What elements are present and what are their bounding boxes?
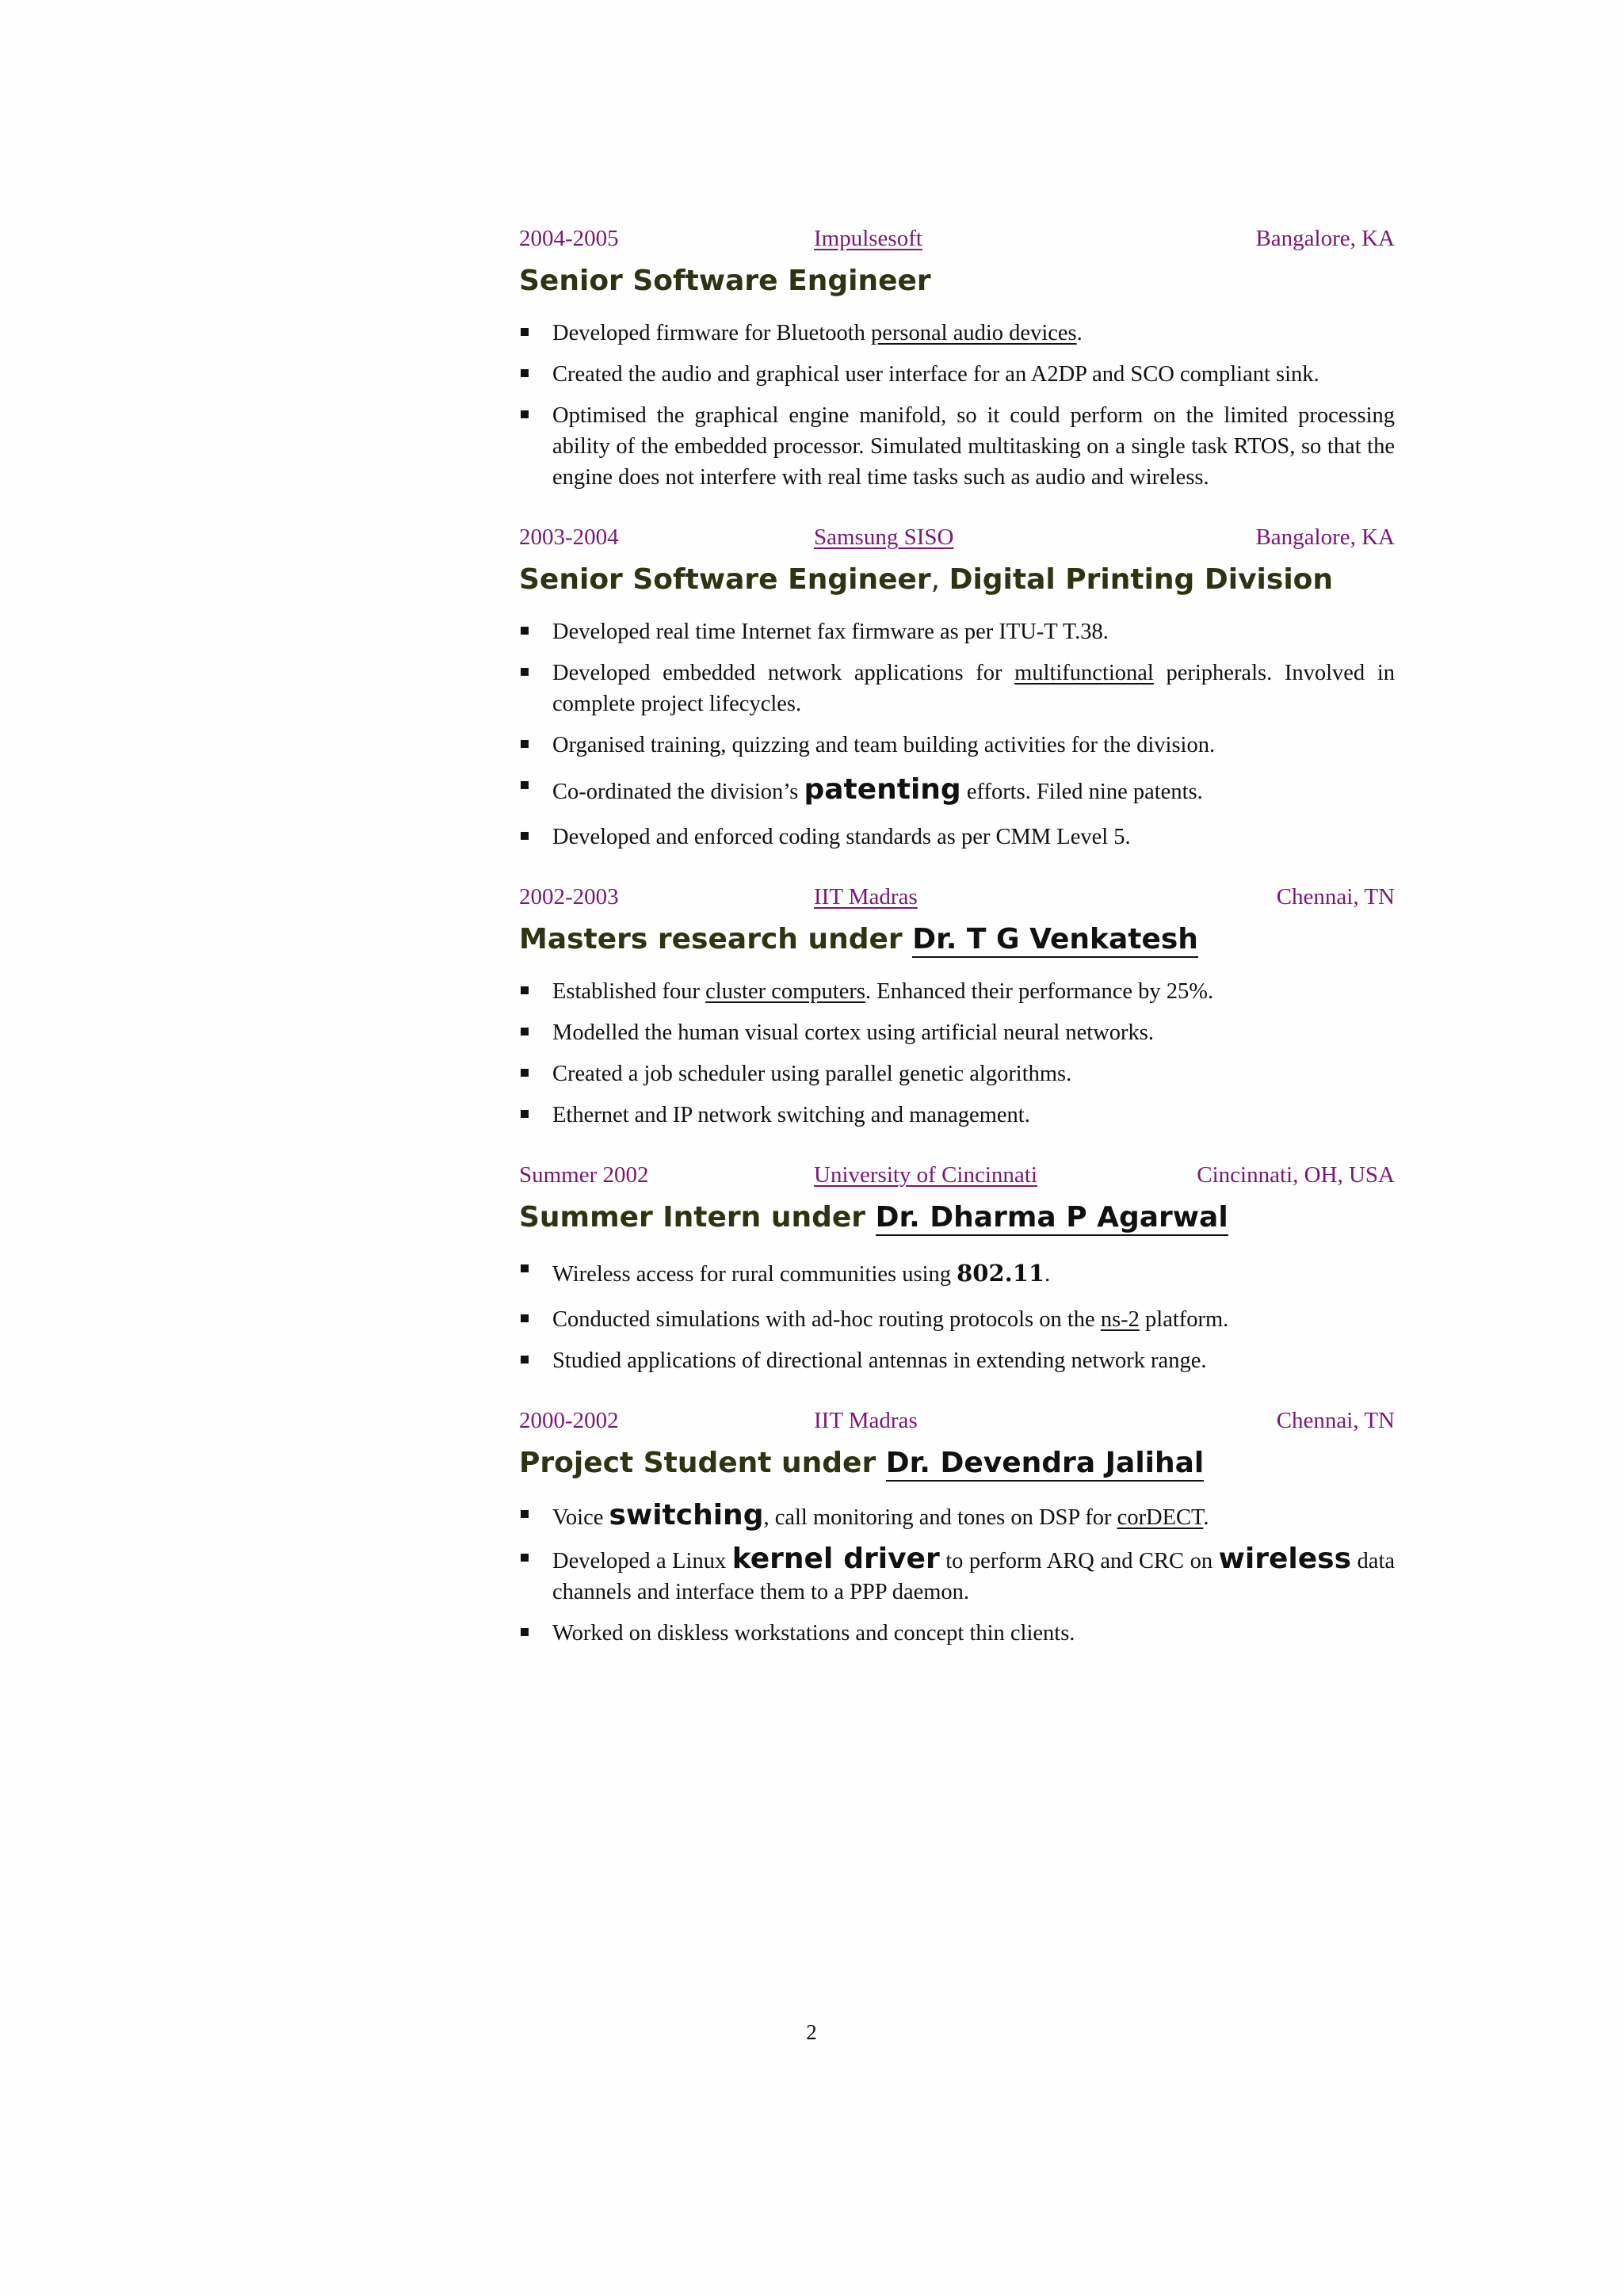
bullet-text: Created a job scheduler using parallel genetic algorithms. <box>552 1062 1072 1086</box>
entry-role-title <box>519 921 1395 959</box>
experience-entry-iit-madras-masters <box>519 884 1395 1131</box>
role-text: Summer Intern under <box>519 1201 876 1234</box>
bullet-text: Worked on diskless workstations and concept thin clients. <box>552 1621 1075 1646</box>
bullet-text: Wireless access for rural communities using <box>552 1262 957 1287</box>
entry-meta-row <box>519 884 1395 916</box>
bullet-text: Developed a Linux <box>552 1549 732 1573</box>
experience-entry-iit-madras-project <box>519 1408 1395 1649</box>
bullet-text: Developed embedded network applications for <box>552 661 1015 685</box>
bullet-text: platform. <box>1139 1307 1229 1332</box>
bullet-item <box>519 1254 1395 1294</box>
bullet-item <box>519 1304 1395 1335</box>
entry-location: Chennai, TN <box>1276 884 1395 910</box>
bullet-item <box>519 1100 1395 1131</box>
entry-bullet-list <box>519 616 1395 852</box>
entry-meta-row <box>519 1408 1395 1440</box>
bullet-text: . Enhanced their performance by 25%. <box>865 979 1214 1004</box>
bullet-text: Optimised the graphical engine manifold, so it could perform on the limited processing ability of the embedded processor. Simulated multitasking on a single task RTOS, so that the engine does not interfere with real time tasks such as audio and wireless. <box>552 403 1395 490</box>
bullet-text: Established four <box>552 979 706 1004</box>
bullet-text: . <box>1044 1262 1051 1287</box>
bullet-text: Developed real time Internet fax firmware as per ITU-T T.38. <box>552 620 1109 644</box>
bullet-item <box>519 1345 1395 1376</box>
entry-organization: IIT Madras <box>814 1408 918 1433</box>
bullet-text: peripherals. Involved in complete project lifecycles. <box>552 661 1395 716</box>
bullet-text: Ethernet and IP network switching and management. <box>552 1103 1030 1127</box>
bullet-item <box>519 318 1395 349</box>
entry-organization-link[interactable]: Samsung SISO <box>814 524 954 550</box>
bullet-item <box>519 1500 1395 1533</box>
inline-link[interactable]: personal audio devices <box>871 321 1077 345</box>
bullet-item <box>519 730 1395 761</box>
bullet-item <box>519 400 1395 493</box>
emphasis-keyword: wireless <box>1218 1543 1352 1575</box>
role-division: Digital Printing Division <box>949 563 1334 596</box>
bullet-text: Voice <box>552 1505 609 1530</box>
entry-date: 2003-2004 <box>519 524 619 550</box>
inline-link[interactable]: cluster computers <box>705 979 865 1004</box>
bullet-item <box>519 359 1395 390</box>
resume-page-content <box>519 226 1395 1680</box>
entry-meta-row <box>519 226 1395 257</box>
entry-organization-link[interactable]: Impulsesoft <box>814 226 922 251</box>
bullet-text: Created the audio and graphical user interface for an A2DP and SCO compliant sink. <box>552 362 1319 387</box>
entry-organization-link[interactable]: IIT Madras <box>814 884 918 910</box>
bullet-text: to perform ARQ and CRC on <box>939 1549 1219 1573</box>
experience-entry-impulsesoft <box>519 226 1395 493</box>
bullet-text: , call monitoring and tones on DSP for <box>763 1505 1117 1530</box>
entry-location: Chennai, TN <box>1276 1408 1395 1433</box>
bullet-item <box>519 1017 1395 1048</box>
bullet-text: Developed firmware for Bluetooth <box>552 321 872 345</box>
role-text: Masters research under <box>519 923 913 955</box>
inline-link[interactable]: ns-2 <box>1100 1307 1140 1332</box>
entry-location: Cincinnati, OH, USA <box>1197 1162 1395 1188</box>
entry-location: Bangalore, KA <box>1255 524 1395 550</box>
entry-role-title <box>519 1444 1395 1482</box>
bullet-item <box>519 1058 1395 1089</box>
role-separator: , <box>930 563 949 596</box>
entry-role-title <box>519 561 1395 599</box>
bullet-text: Organised training, quizzing and team building activities for the division. <box>552 733 1216 757</box>
bullet-text: . <box>1203 1505 1209 1530</box>
entry-date: Summer 2002 <box>519 1162 649 1188</box>
bullet-item <box>519 1618 1395 1649</box>
entry-meta-row <box>519 524 1395 556</box>
page-number: 2 <box>806 2020 817 2044</box>
role-text: Senior Software Engineer <box>519 563 931 596</box>
bullet-text: efforts. Filed nine patents. <box>960 780 1203 804</box>
bullet-item <box>519 1543 1395 1608</box>
inline-link[interactable]: multifunctional <box>1014 661 1154 685</box>
entry-bullet-list <box>519 976 1395 1131</box>
bullet-item <box>519 822 1395 852</box>
bullet-text: data channels and interface them to a PPP daemon. <box>552 1549 1396 1604</box>
role-text: Project Student under <box>519 1447 886 1479</box>
entry-role-title <box>519 262 1395 300</box>
emphasis-keyword: patenting <box>804 773 961 806</box>
bullet-text: Conducted simulations with ad-hoc routing protocols on the <box>552 1307 1101 1332</box>
advisor-link[interactable]: Dr. T G Venkatesh <box>912 923 1198 958</box>
bullet-item <box>519 771 1395 811</box>
entry-date: 2000-2002 <box>519 1408 619 1433</box>
bullet-text: Modelled the human visual cortex using artificial neural networks. <box>552 1020 1154 1045</box>
emphasis-keyword: kernel driver <box>731 1543 940 1575</box>
advisor-link[interactable]: Dr. Dharma P Agarwal <box>876 1201 1228 1236</box>
experience-entry-samsung <box>519 524 1395 852</box>
bullet-item <box>519 658 1395 719</box>
bullet-text: Co-ordinated the division’s <box>552 780 804 804</box>
advisor-link[interactable]: Dr. Devendra Jalihal <box>886 1447 1205 1482</box>
entry-bullet-list <box>519 1500 1395 1649</box>
bullet-text: . <box>1076 321 1083 345</box>
emphasis-keyword: switching <box>609 1499 764 1531</box>
experience-entry-cincinnati <box>519 1162 1395 1376</box>
bullet-text: Developed and enforced coding standards as per CMM Level 5. <box>552 825 1131 849</box>
inline-link[interactable]: corDECT <box>1117 1505 1204 1530</box>
entry-meta-row <box>519 1162 1395 1194</box>
bullet-text: Studied applications of directional antennas in extending network range. <box>552 1348 1207 1373</box>
bullet-item <box>519 976 1395 1007</box>
bullet-item <box>519 616 1395 647</box>
entry-date: 2004-2005 <box>519 226 619 251</box>
entry-organization-link[interactable]: University of Cincinnati <box>814 1162 1037 1188</box>
entry-bullet-list <box>519 1254 1395 1376</box>
entry-role-title <box>519 1199 1395 1237</box>
role-text: Senior Software Engineer <box>519 265 931 297</box>
emphasis-keyword: 802.11 <box>957 1260 1045 1287</box>
entry-bullet-list <box>519 318 1395 493</box>
entry-location: Bangalore, KA <box>1255 226 1395 251</box>
entry-date: 2002-2003 <box>519 884 619 910</box>
